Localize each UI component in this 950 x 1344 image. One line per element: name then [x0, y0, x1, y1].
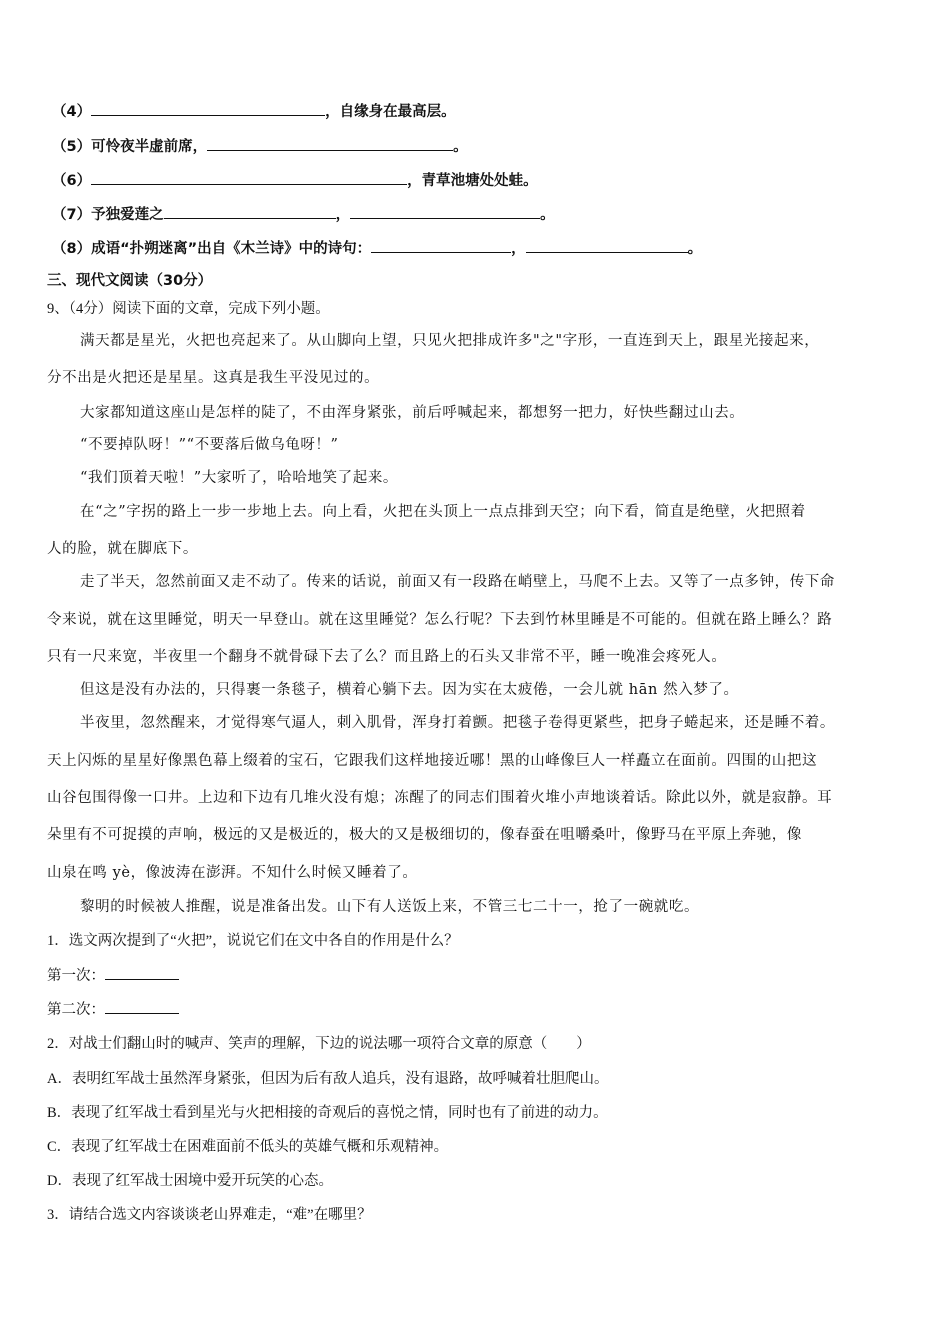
answer-label: 第一次： — [47, 968, 105, 984]
poem-text: 可怜夜半虚前席， — [91, 139, 208, 155]
item-number: （8） — [52, 241, 92, 257]
question-2: 2．对战士们翻山时的喊声、笑声的理解，下边的说法哪一项符合文章的原意（ ） — [47, 1036, 591, 1052]
passage-line: 朵里有不可捉摸的声响，极远的又是极近的，极大的又是极细切的，像春蚕在咀嚼桑叶，像野马在平原上奔驰，像 — [47, 827, 802, 843]
option-a[interactable]: A．表明红军战士虽然浑身紧张，但因为后有敌人追兵，没有退路，故呼喊着壮胆爬山。 — [47, 1071, 609, 1087]
question-1: 1．选文两次提到了“火把”，说说它们在文中各自的作用是什么？ — [47, 933, 459, 949]
item-number: （4） — [52, 104, 92, 120]
poem-text: ， — [335, 207, 351, 223]
fill-item-4 — [52, 101, 456, 123]
question-intro: 9、（4分）阅读下面的文章，完成下列小题。 — [47, 301, 330, 317]
passage-line: 分不出是火把还是星星。这真是我生平没见过的。 — [47, 370, 380, 386]
passage-line: “我们顶着天啦！”大家听了，哈哈地笑了起来。 — [80, 470, 399, 486]
passage-line: 在“之”字拐的路上一步一步地上去。向上看，火把在头顶上一点点排到天空；向下看，简直是绝壁，火把照着 — [80, 504, 806, 520]
poem-text: 。 — [453, 139, 468, 155]
answer-blank[interactable] — [105, 965, 179, 980]
passage-line: 满天都是星光，火把也亮起来了。从山脚向上望，只见火把排成许多"之"字形，一直连到天上，跟星光接起来， — [80, 333, 820, 349]
item-number: （5） — [52, 139, 92, 155]
answer-blank[interactable] — [526, 238, 688, 253]
answer-label: 第二次： — [47, 1002, 105, 1018]
fill-item-5 — [52, 136, 468, 158]
option-c[interactable]: C．表现了红军战士在困难面前不低头的英雄气概和乐观精神。 — [47, 1139, 449, 1155]
answer-blank[interactable] — [207, 136, 453, 151]
answer-blank[interactable] — [371, 238, 511, 253]
answer-line-first — [47, 965, 179, 987]
answer-blank[interactable] — [105, 999, 179, 1014]
passage-line: 只有一尺来宽，半夜里一个翻身不就骨碌下去了么？而且路上的石头又非常不平，睡一晚准会疼死人。 — [47, 649, 727, 665]
passage-line: 令来说，就在这里睡觉，明天一早登山。就在这里睡觉？怎么行呢？下去到竹林里睡是不可能的。但就在路上睡么？路 — [47, 612, 833, 628]
fill-item-6 — [52, 170, 538, 192]
passage-line: 黎明的时候被人推醒，说是准备出发。山下有人送饭上来，不管三七二十一，抢了一碗就吃。 — [80, 899, 700, 915]
poem-text: ， — [511, 241, 526, 257]
poem-text: ，自缘身在最高层。 — [325, 104, 456, 120]
passage-line: 但这是没有办法的，只得裹一条毯子，横着心躺下去。因为实在太疲倦，一会儿就 hān 然入梦了。 — [80, 682, 739, 698]
section-title: 三、现代文阅读（30分） — [47, 273, 213, 289]
question-3: 3．请结合选文内容谈谈老山界难走，“难”在哪里？ — [47, 1207, 372, 1223]
answer-blank[interactable] — [91, 101, 325, 116]
passage-line: “不要掉队呀！”“不要落后做乌龟呀！” — [80, 437, 339, 453]
poem-text: 。 — [687, 241, 703, 257]
poem-text: ，青草池塘处处蛙。 — [407, 173, 538, 189]
item-number: （6） — [52, 173, 92, 189]
passage-line: 大家都知道这座山是怎样的陡了，不由浑身紧张，前后呼喊起来，都想努一把力，好快些翻过山去。 — [80, 405, 745, 421]
answer-blank[interactable] — [91, 170, 407, 185]
fill-item-8 — [52, 238, 702, 260]
passage-line: 山谷包围得像一口井。上边和下边有几堆火没有熄；冻醒了的同志们围着火堆小声地谈着话。除此以外，就是寂静。耳 — [47, 790, 833, 806]
poem-text: 。 — [540, 207, 555, 223]
fill-item-7 — [52, 204, 555, 226]
passage-line: 山泉在鸣 yè，像波涛在澎湃。不知什么时候又睡着了。 — [47, 865, 418, 881]
poem-text: 成语“扑朔迷离”出自《木兰诗》中的诗句： — [91, 241, 372, 257]
passage-line: 天上闪烁的星星好像黑色幕上缀着的宝石，它跟我们这样地接近哪！黑的山峰像巨人一样矗立在面前。四围的山把这 — [47, 753, 818, 769]
option-d[interactable]: D．表现了红军战士困境中爱开玩笑的心态。 — [47, 1173, 333, 1189]
passage-line: 走了半天，忽然前面又走不动了。传来的话说，前面又有一段路在峭壁上，马爬不上去。又等了一点多钟，传下命 — [80, 574, 835, 590]
item-number: （7） — [52, 207, 92, 223]
answer-blank[interactable] — [164, 204, 336, 219]
passage-line: 半夜里，忽然醒来，才觉得寒气逼人，刺入肌骨，浑身打着颤。把毯子卷得更紧些，把身子蜷起来，还是睡不着。 — [80, 715, 835, 731]
passage-line: 人的脸，就在脚底下。 — [47, 541, 198, 557]
answer-line-second — [47, 999, 179, 1021]
poem-text: 予独爱莲之 — [91, 207, 164, 223]
option-b[interactable]: B．表现了红军战士看到星光与火把相接的奇观后的喜悦之情，同时也有了前进的动力。 — [47, 1105, 608, 1121]
answer-blank[interactable] — [350, 204, 540, 219]
